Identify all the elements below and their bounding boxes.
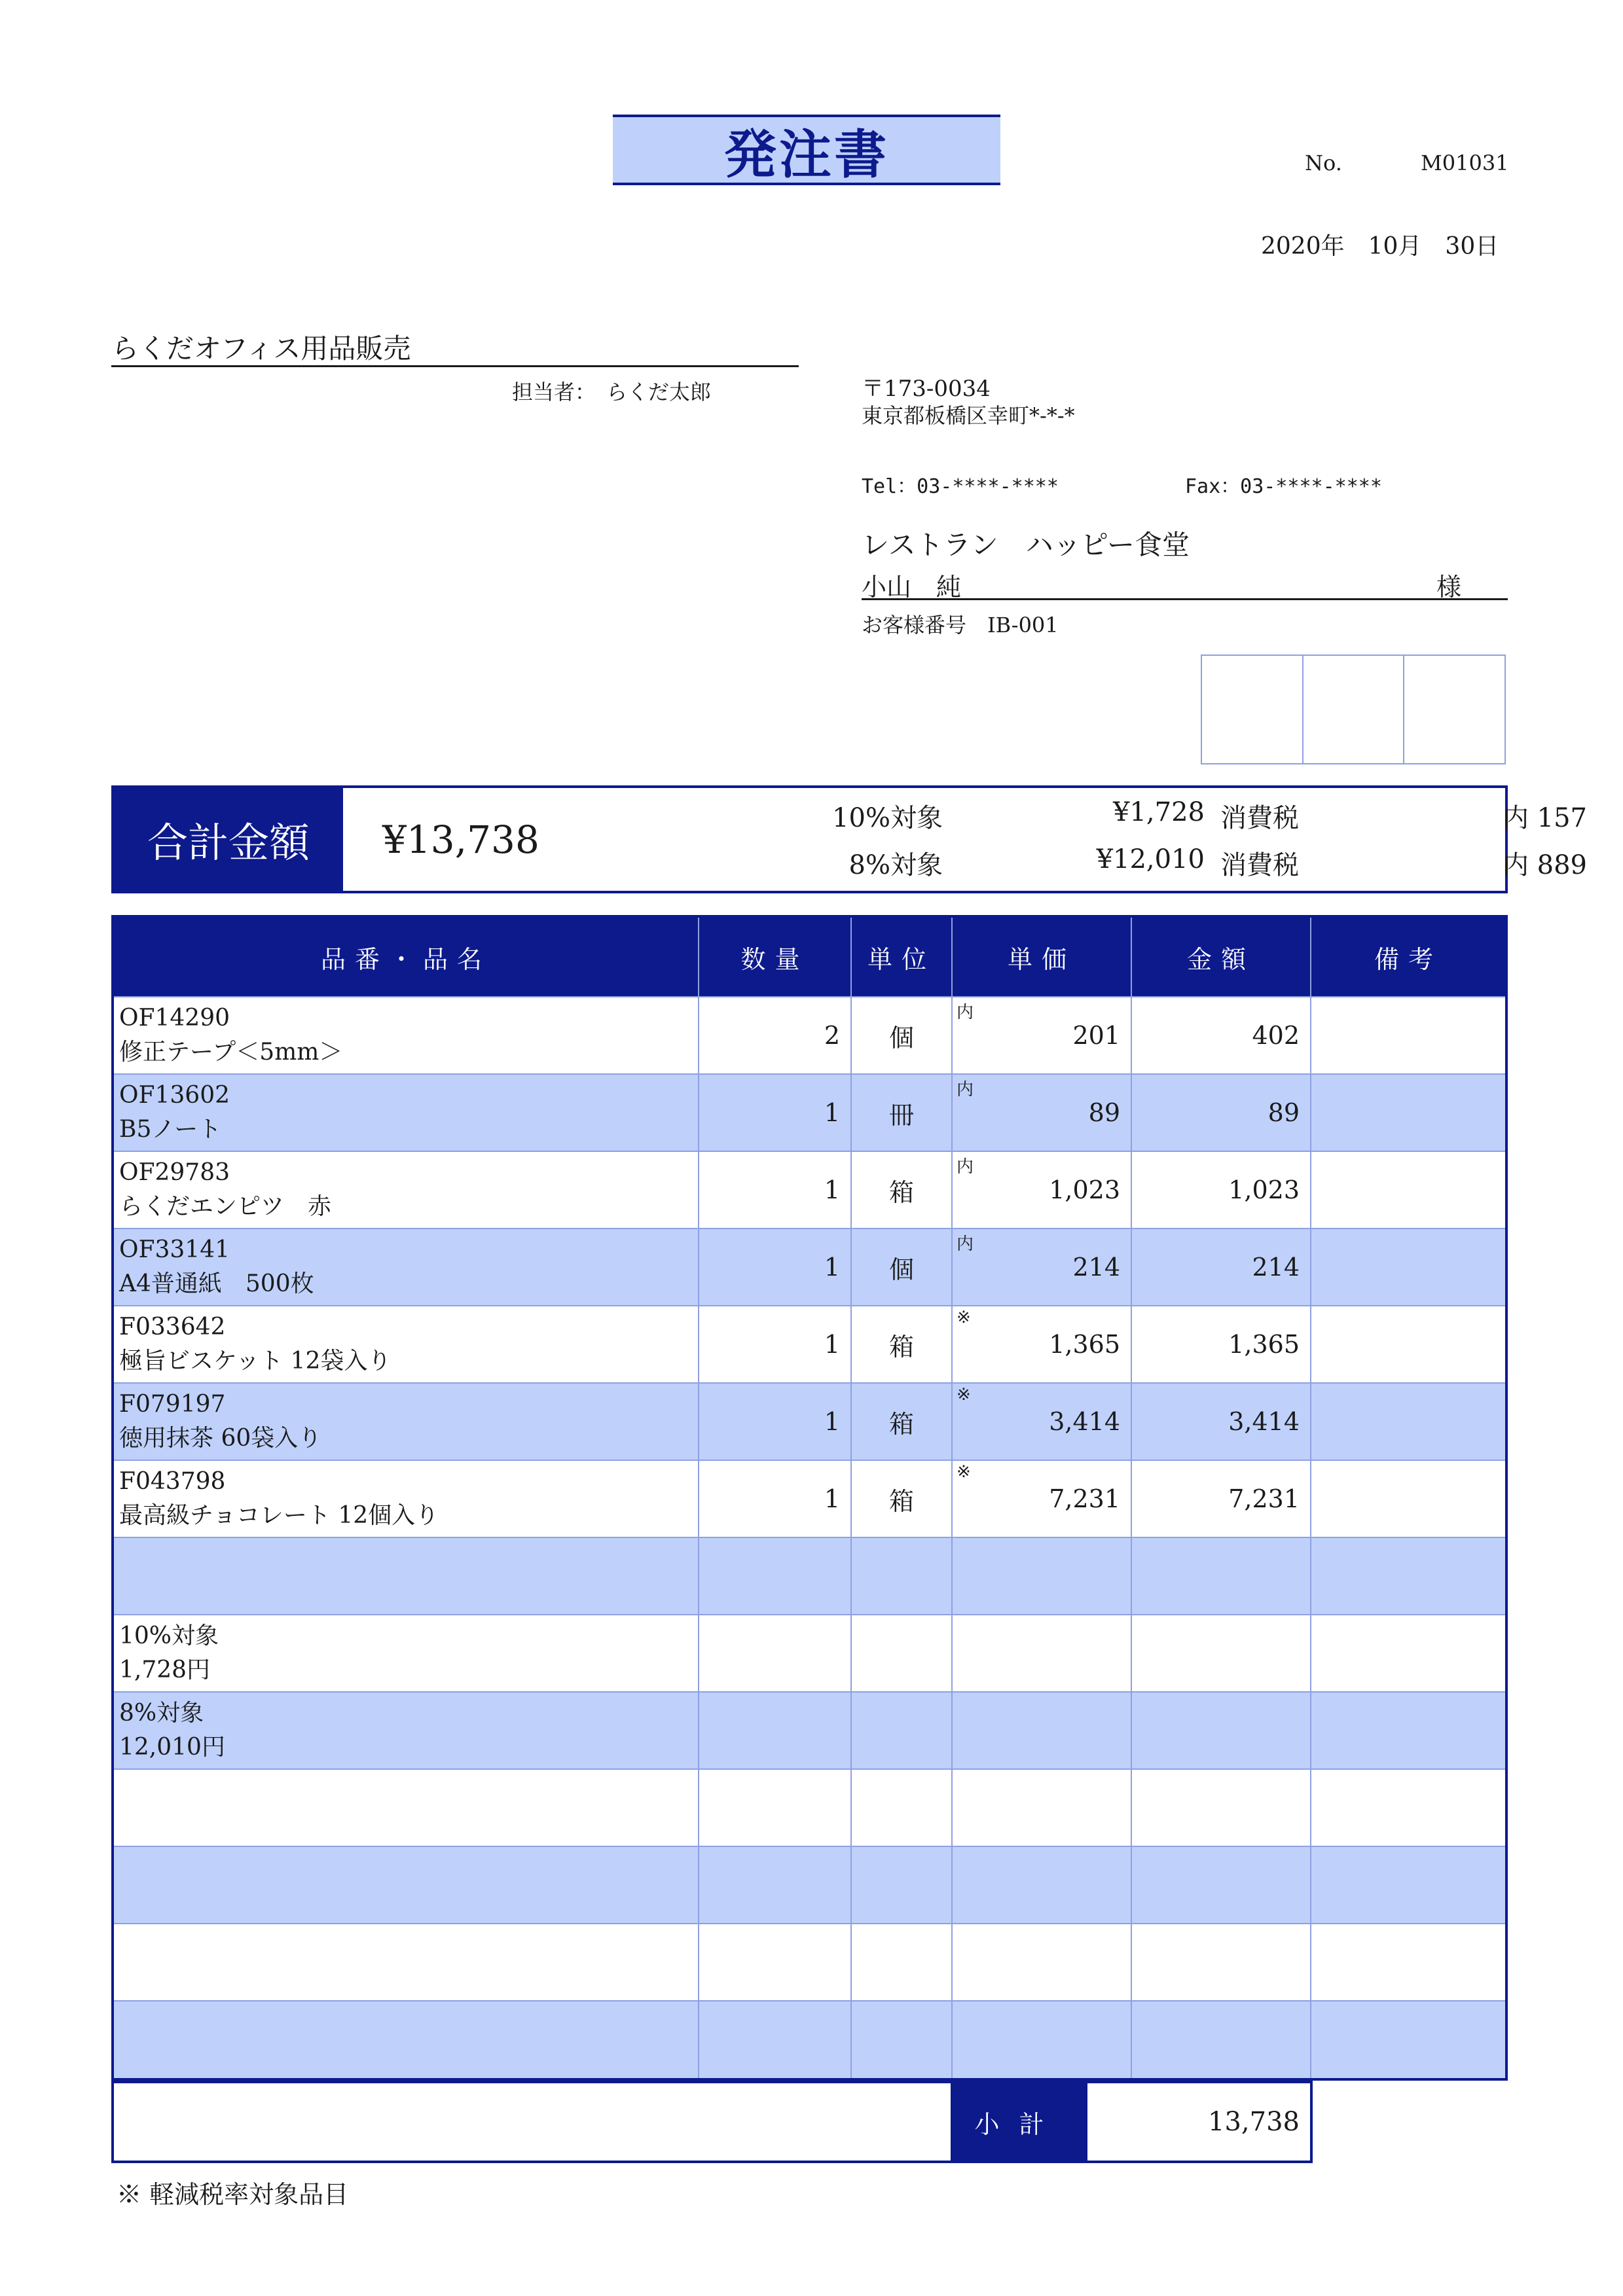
item-cell xyxy=(114,1692,699,1769)
amount-cell xyxy=(1131,1924,1311,2001)
item-code: F033642 xyxy=(119,1314,226,1340)
note-cell xyxy=(1311,1383,1505,1460)
price-cell xyxy=(952,1460,1131,1537)
item-cell xyxy=(114,1151,699,1229)
table-row xyxy=(114,1537,1505,1615)
reduced-tax-mark: ※ xyxy=(957,1385,971,1405)
supplier-contact: 担当者： らくだ太郎 xyxy=(512,380,712,404)
qty-cell xyxy=(699,1537,851,1615)
customer-company: レストラン ハッピー食堂 xyxy=(862,529,1190,561)
address: 東京都板橋区幸町*-*-* xyxy=(862,403,1075,428)
unit-cell: 箱 xyxy=(851,1460,952,1537)
qty-cell: 1 xyxy=(699,1229,851,1306)
reduced-tax-footnote: ※ 軽減税率対象品目 xyxy=(117,2180,349,2209)
price-cell xyxy=(952,1769,1131,1846)
table-row xyxy=(114,1383,1505,1460)
price-value: 89 xyxy=(1088,1098,1120,1127)
col-header-item: 品番・品名 xyxy=(114,918,699,997)
table-row xyxy=(114,1769,1505,1846)
note-cell xyxy=(1311,1306,1505,1383)
item-cell xyxy=(114,1460,699,1537)
qty-cell xyxy=(699,2001,851,2078)
note-cell xyxy=(1311,1846,1505,1924)
doc-no: M01031 xyxy=(1421,151,1509,175)
tel: Tel：03-****-**** xyxy=(862,475,1059,498)
doc-no-label: No. xyxy=(1305,151,1342,175)
item-cell xyxy=(114,1846,699,1924)
total-summary xyxy=(111,785,1587,893)
customer-number: お客様番号 IB-001 xyxy=(862,613,1059,637)
items-table xyxy=(111,915,1508,2078)
subtotal-box xyxy=(111,2081,1313,2163)
item-name: 極旨ビスケット 12袋入り xyxy=(119,1348,392,1374)
summary-target-8: 8%対象 xyxy=(848,850,943,880)
total-label: 合計金額 xyxy=(114,788,343,891)
item-cell xyxy=(114,1615,699,1692)
fax: Fax：03-****-**** xyxy=(1185,475,1382,498)
item-cell xyxy=(114,1537,699,1615)
summary-tax-label-10: 消費税 xyxy=(1220,803,1299,833)
subtotal-value: 13,738 xyxy=(1208,2107,1300,2137)
summary-tax-label-8: 消費税 xyxy=(1220,850,1299,880)
item-name: 最高級チョコレート 12個入り xyxy=(119,1502,439,1529)
unit-cell xyxy=(851,1769,952,1846)
postal-code: 〒173-0034 xyxy=(862,376,991,402)
price-cell xyxy=(952,1151,1131,1229)
amount-cell xyxy=(1131,1846,1311,1924)
unit-cell xyxy=(851,1846,952,1924)
price-cell xyxy=(952,1692,1131,1769)
unit-cell: 冊 xyxy=(851,1074,952,1151)
tax-target-label: 8%対象 xyxy=(119,1700,204,1727)
tax-target-amount: 1,728円 xyxy=(119,1657,211,1683)
item-cell xyxy=(114,1769,699,1846)
item-code: OF33141 xyxy=(119,1236,230,1263)
item-code: OF13602 xyxy=(119,1082,230,1109)
item-name: 修正テープ＜5mm＞ xyxy=(119,1039,343,1066)
note-cell xyxy=(1311,1924,1505,2001)
honorific: 様 xyxy=(1436,573,1462,601)
summary-amount-8: ¥12,010 xyxy=(1096,844,1205,874)
col-header-price: 単価 xyxy=(952,918,1131,997)
item-cell xyxy=(114,1074,699,1151)
price-cell xyxy=(952,1924,1131,2001)
col-header-unit: 単位 xyxy=(851,918,952,997)
price-cell xyxy=(952,1615,1131,1692)
issue-date: 2020年 10月 30日 xyxy=(1261,233,1499,260)
item-cell xyxy=(114,997,699,1074)
item-cell xyxy=(114,2001,699,2078)
item-code: F079197 xyxy=(119,1391,226,1418)
unit-cell: 個 xyxy=(851,1229,952,1306)
stamp-box xyxy=(1202,656,1304,763)
price-value: 214 xyxy=(1072,1253,1120,1282)
unit-cell xyxy=(851,1537,952,1615)
table-header-row xyxy=(114,918,1505,997)
note-cell xyxy=(1311,1692,1505,1769)
note-cell xyxy=(1311,2001,1505,2078)
price-value: 1,023 xyxy=(1049,1175,1120,1204)
qty-cell xyxy=(699,1769,851,1846)
item-code: OF29783 xyxy=(119,1159,230,1186)
stamp-boxes xyxy=(1201,655,1506,764)
reduced-tax-mark: ※ xyxy=(957,1308,971,1327)
note-cell xyxy=(1311,1229,1505,1306)
col-header-qty: 数量 xyxy=(699,918,851,997)
amount-cell xyxy=(1131,1769,1311,1846)
unit-cell xyxy=(851,2001,952,2078)
price-cell xyxy=(952,1074,1131,1151)
amount-cell xyxy=(1131,1615,1311,1692)
summary-target-10: 10%対象 xyxy=(832,803,943,833)
amount-cell: 89 xyxy=(1131,1074,1311,1151)
qty-cell: 1 xyxy=(699,1460,851,1537)
item-name: 徳用抹茶 60袋入り xyxy=(119,1425,322,1452)
note-cell xyxy=(1311,1151,1505,1229)
table-row xyxy=(114,2001,1505,2078)
table-row xyxy=(114,1151,1505,1229)
unit-cell: 箱 xyxy=(851,1151,952,1229)
summary-tax-10: 内 157 xyxy=(1502,803,1587,833)
amount-cell: 7,231 xyxy=(1131,1460,1311,1537)
reduced-tax-mark: ※ xyxy=(957,1462,971,1482)
qty-cell: 1 xyxy=(699,1383,851,1460)
item-name: B5ノート xyxy=(119,1116,222,1143)
table-row xyxy=(114,1924,1505,2001)
item-code: F043798 xyxy=(119,1468,226,1495)
tax-mark: 内 xyxy=(957,1234,974,1254)
stamp-box xyxy=(1404,656,1504,763)
qty-cell xyxy=(699,1846,851,1924)
customer-person-line xyxy=(862,564,1508,600)
note-cell xyxy=(1311,1460,1505,1537)
price-cell xyxy=(952,1846,1131,1924)
col-header-amount: 金額 xyxy=(1131,918,1311,997)
amount-cell xyxy=(1131,2001,1311,2078)
qty-cell: 1 xyxy=(699,1074,851,1151)
price-cell xyxy=(952,1383,1131,1460)
tax-mark: 内 xyxy=(957,1003,974,1022)
unit-cell: 箱 xyxy=(851,1306,952,1383)
price-cell xyxy=(952,1229,1131,1306)
price-cell xyxy=(952,2001,1131,2078)
amount-cell: 1,023 xyxy=(1131,1151,1311,1229)
qty-cell xyxy=(699,1924,851,2001)
price-value: 1,365 xyxy=(1049,1330,1120,1359)
amount-cell xyxy=(1131,1692,1311,1769)
unit-cell: 個 xyxy=(851,997,952,1074)
note-cell xyxy=(1311,1537,1505,1615)
note-cell xyxy=(1311,1074,1505,1151)
item-name: らくだエンピツ 赤 xyxy=(119,1193,332,1220)
unit-cell xyxy=(851,1924,952,2001)
qty-cell xyxy=(699,1692,851,1769)
tax-target-label: 10%対象 xyxy=(119,1623,219,1649)
table-row xyxy=(114,1074,1505,1151)
item-cell xyxy=(114,1306,699,1383)
table-row xyxy=(114,1692,1505,1769)
table-row xyxy=(114,1306,1505,1383)
amount-cell: 1,365 xyxy=(1131,1306,1311,1383)
stamp-box xyxy=(1304,656,1405,763)
qty-cell: 1 xyxy=(699,1306,851,1383)
item-cell xyxy=(114,1383,699,1460)
table-row xyxy=(114,997,1505,1074)
tax-mark: 内 xyxy=(957,1157,974,1177)
supplier-name: らくだオフィス用品販売 xyxy=(111,327,799,367)
qty-cell: 2 xyxy=(699,997,851,1074)
amount-cell: 214 xyxy=(1131,1229,1311,1306)
tax-target-amount: 12,010円 xyxy=(119,1734,225,1761)
price-cell xyxy=(952,1306,1131,1383)
table-row xyxy=(114,1615,1505,1692)
table-row xyxy=(114,1846,1505,1924)
price-value: 7,231 xyxy=(1049,1484,1120,1513)
customer-person: 小山 純 xyxy=(862,573,962,601)
price-cell xyxy=(952,1537,1131,1615)
price-cell xyxy=(952,997,1131,1074)
summary-amount-10: ¥1,728 xyxy=(1113,797,1205,827)
item-cell xyxy=(114,1924,699,2001)
document-title: 発注書 xyxy=(724,124,889,185)
table-row xyxy=(114,1229,1505,1306)
price-value: 3,414 xyxy=(1049,1407,1120,1436)
total-amount: ¥13,738 xyxy=(382,817,539,862)
qty-cell xyxy=(699,1615,851,1692)
amount-cell: 3,414 xyxy=(1131,1383,1311,1460)
col-header-note: 備考 xyxy=(1311,918,1505,997)
price-value: 201 xyxy=(1072,1021,1120,1050)
item-code: OF14290 xyxy=(119,1005,230,1031)
note-cell xyxy=(1311,1615,1505,1692)
unit-cell xyxy=(851,1615,952,1692)
subtotal-label: 小計 xyxy=(951,2083,1087,2161)
document-title-box xyxy=(613,115,1000,185)
qty-cell: 1 xyxy=(699,1151,851,1229)
table-row xyxy=(114,1460,1505,1537)
amount-cell: 402 xyxy=(1131,997,1311,1074)
tax-mark: 内 xyxy=(957,1080,974,1100)
summary-tax-8: 内 889 xyxy=(1502,850,1587,880)
note-cell xyxy=(1311,1769,1505,1846)
note-cell xyxy=(1311,997,1505,1074)
item-cell xyxy=(114,1229,699,1306)
amount-cell xyxy=(1131,1537,1311,1615)
unit-cell xyxy=(851,1692,952,1769)
unit-cell: 箱 xyxy=(851,1383,952,1460)
item-name: A4普通紙 500枚 xyxy=(119,1270,314,1297)
